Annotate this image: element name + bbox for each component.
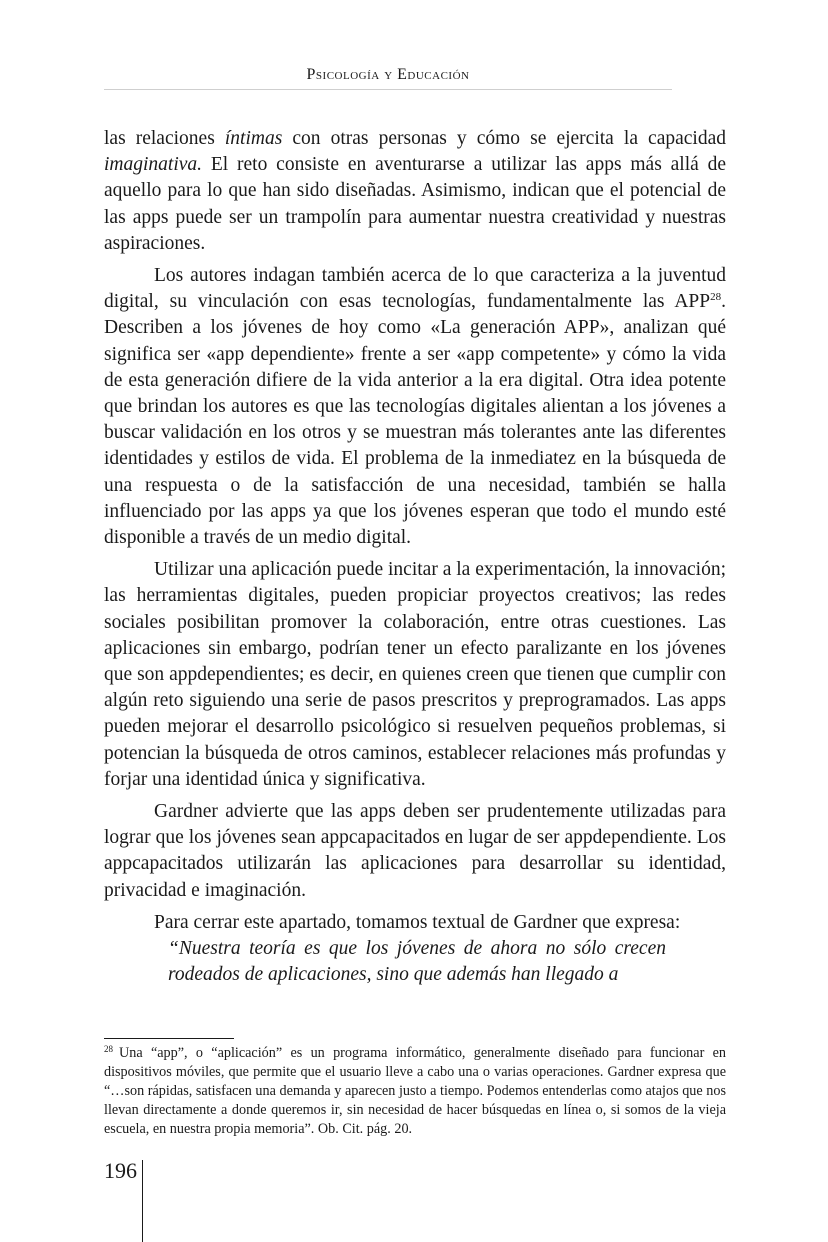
main-text: [104, 126, 726, 989]
footnote-text: Una “app”, o “aplicación” es un programa informático, generalmente diseñado para funcionar en dispositivos móviles, que permite que el usuario lleve a cabo una o varias operaciones. Gardner expresa que “…son rápidas, satisfacen una demanda y aparecen justo a tiempo. Podemos entenderlas como atajos que nos llevan directamente a donde queremos ir, sin necesidad de hacer búsquedas en línea o, si somos de la vieja escuela, en nuestra propia memoria”. Ob. Cit. pág. 20.: [104, 1045, 726, 1137]
block-quote: “Nuestra teoría es que los jóvenes de ahora no sólo crecen rodeados de aplicaciones, sino que además han llegado a: [168, 938, 666, 986]
paragraph-4: Gardner advierte que las apps deben ser prudentemente utilizadas para lograr que los jóvenes sean appcapacitados en lugar de ser appdependiente. Los appcapacitados utilizarán las aplicaciones para desarrollar su identidad, privacidad e imaginación.: [104, 801, 726, 901]
paragraph-3: Utilizar una aplicación puede incitar a la experimentación, la innovación; las herramientas digitales, pueden propiciar proyectos creativos; las redes sociales posibilitan promover la colaboración, entre otras cuestiones. Las aplicaciones sin embargo, podrían tener un efecto paralizante en los jóvenes que son appdependientes; es decir, en quienes creen que tienen que cumplir con algún reto siguiendo una serie de pasos prescritos y preprogramados. Las apps pueden mejorar el desarrollo psicológico si resuelven pequeños problemas, si potencian la búsqueda de otros caminos, establecer relaciones más profundas y forjar una identidad única y significativa.: [104, 559, 726, 790]
footnote-divider: [104, 1038, 234, 1039]
footnote-number: 28: [104, 1044, 113, 1054]
footnote: [104, 1044, 726, 1139]
paragraph-1: [104, 126, 726, 257]
paragraph-5: Para cerrar este apartado, tomamos textual de Gardner que expresa:: [154, 911, 681, 933]
paragraph-1-part-e: El reto consiste en aventurarse a utilizar las apps más allá de aquello para lo que han sido diseñadas. Asimismo, indican que el potencial de las apps puede ser un trampolín para aumentar nuestra creatividad y nuestras aspiraciones.: [104, 154, 726, 254]
running-header: Psicología y Educación: [306, 66, 470, 83]
paragraph-2: [104, 263, 726, 551]
paragraph-2-part-b: . Describen a los jóvenes de hoy como «La generación APP», analizan qué significa ser «app dependiente» frente a ser «app competente» y cómo la vida de esta generación difiere de la vida anterior a la era digital. Otra idea potente que brindan los autores es que las tecnologías digitales alientan a los jóvenes a buscar validación en los otros y se muestran más tolerantes ante las diferentes identidades y estilos de vida. El problema de la inmediatez en la búsqueda de una respuesta o de la satisfacción de una necesidad, también se halla influenciado por las apps ya que los jóvenes esperan que todo el mundo esté disponible a través de un medio digital.: [104, 291, 726, 549]
paragraph-1-part-c: con otras personas y cómo se ejercita la capacidad: [282, 128, 726, 149]
paragraph-1-part-a: las relaciones: [104, 128, 225, 149]
page-number-rule: [142, 1160, 143, 1242]
emphasis-imaginativa: imaginativa.: [104, 154, 203, 176]
footnote-reference: 28: [710, 291, 722, 304]
emphasis-intimas: íntimas: [224, 128, 283, 149]
page-number: 196: [104, 1158, 137, 1183]
header-divider: [104, 89, 672, 90]
paragraph-2-part-a: Los autores indagan también acerca de lo que caracteriza a la juventud digital, su vinculación con esas tecnologías, fundamentalmente las APP: [104, 265, 726, 313]
